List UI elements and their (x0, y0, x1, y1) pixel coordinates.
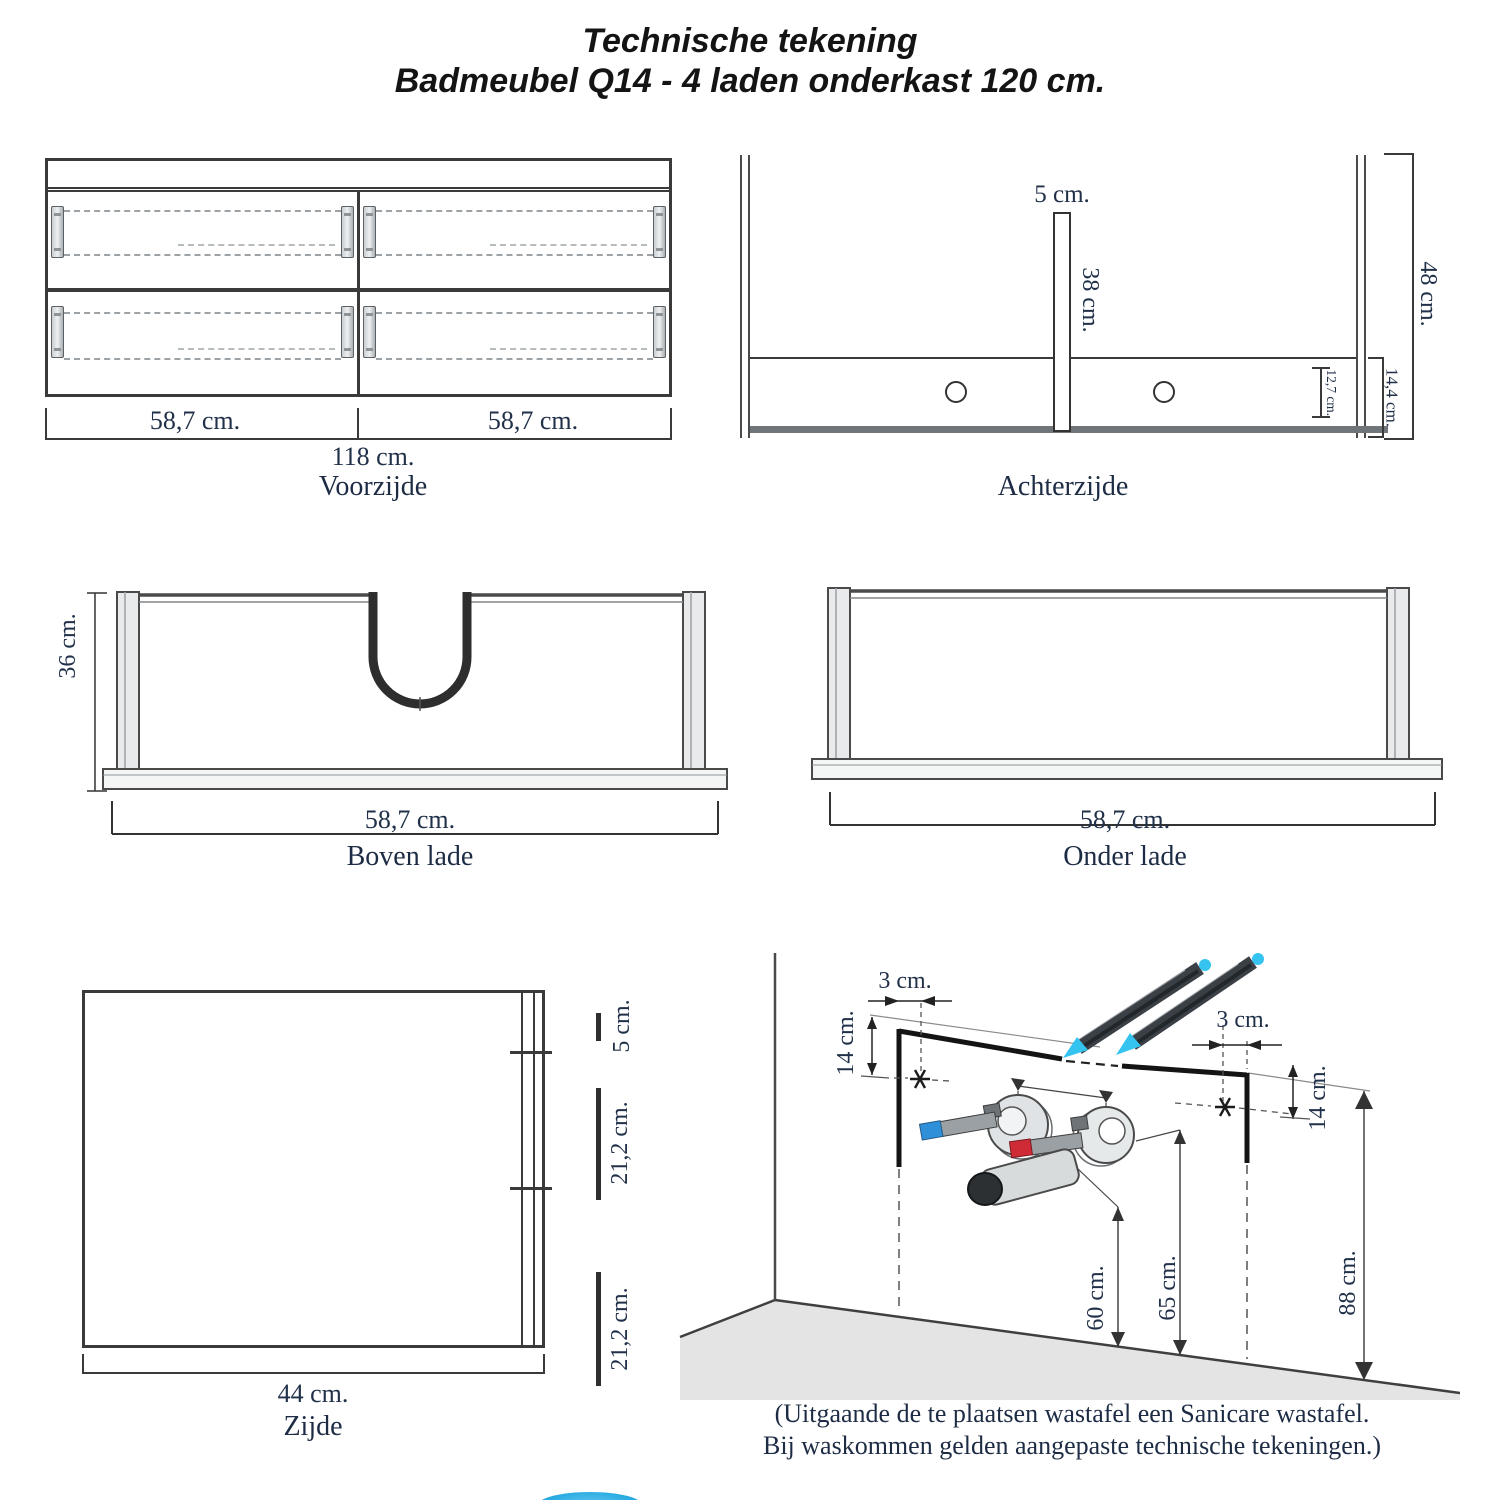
drawer-rail-dash (490, 348, 647, 350)
install-dim-total-height: 88 cm. (1335, 1250, 1361, 1316)
side-view-caption: Zijde (283, 1411, 343, 1442)
dim-tick (861, 1076, 889, 1078)
front-view-caption: Voorzijde (318, 471, 428, 502)
arrowhead (1209, 1040, 1223, 1050)
back-center-bar (1053, 212, 1071, 432)
back-dim-bar-height: 38 cm. (1077, 267, 1103, 333)
drawer-rail-dash (376, 210, 653, 212)
arrowhead (1174, 1130, 1186, 1144)
drawer-rail-dash (64, 358, 341, 360)
drawer-slide-bracket-icon (363, 206, 376, 258)
guide-dash (932, 1080, 950, 1081)
back-dim-rail-height: 14,4 cm. (1382, 367, 1402, 428)
drawer-base-plate (103, 769, 727, 789)
leader-line (1136, 1130, 1180, 1141)
drawer-rail-dash (64, 210, 341, 212)
dim-line (45, 438, 672, 440)
dim-tick (1368, 357, 1384, 359)
pencil-mark-right (1122, 1066, 1247, 1075)
arrowhead (867, 1017, 877, 1029)
drawer-slide-bracket-icon (341, 206, 354, 258)
drawer-rail-dash (376, 358, 653, 360)
guide-dash (1066, 1061, 1118, 1066)
dim-tick (357, 408, 359, 440)
side-tick (510, 1051, 552, 1054)
pen-cap (1199, 959, 1211, 971)
arrowhead (1355, 1091, 1373, 1109)
install-dim-valve-height: 65 cm. (1155, 1255, 1181, 1321)
page-title-line1: Technische tekening (582, 22, 918, 60)
brand-logo-icon (538, 1492, 642, 1500)
drawer-front-bottom-right (360, 292, 669, 394)
back-right-panel (1356, 155, 1366, 438)
arrowhead (1099, 1090, 1113, 1103)
install-dim-offset-right: 3 cm. (1216, 1007, 1270, 1033)
arrowhead (921, 996, 935, 1006)
arrowhead (1011, 1078, 1025, 1091)
arrowhead (1112, 1207, 1124, 1221)
drawer-slide-bracket-icon (653, 306, 666, 358)
drawer-rail-dash (64, 312, 341, 314)
drawer-front-bottom-left (48, 292, 357, 394)
pencil-mark-left (899, 1031, 1062, 1059)
arrowhead (867, 1063, 877, 1075)
arrowhead (1355, 1362, 1373, 1380)
arrowhead (1288, 1065, 1298, 1077)
front-dim-left: 58,7 cm. (149, 406, 241, 435)
install-note-line1: (Uitgaande de te plaatsen wastafel een Sanicare wastafel. (774, 1399, 1370, 1428)
dim-extent (596, 1013, 601, 1041)
bottom-drawer-caption: Onder lade (1063, 841, 1187, 872)
dim-tick (45, 408, 47, 440)
side-tick (510, 1187, 552, 1190)
drill-mark-asterisk-icon (910, 1070, 930, 1088)
drawer-front-top-right (360, 192, 669, 288)
drawer-slide-bracket-icon (653, 206, 666, 258)
drawer-rail-dash (64, 254, 341, 256)
drawer-rail-dash (376, 312, 653, 314)
drawer-post (828, 588, 850, 759)
dim-tick (543, 1354, 545, 1374)
install-dim-drain-height: 60 cm. (1083, 1265, 1109, 1331)
drawer-slide-bracket-icon (341, 306, 354, 358)
dim-line (1320, 368, 1322, 418)
bottom-drawer-drawing (795, 580, 1460, 840)
top-drawer-dim-width: 58,7 cm. (364, 805, 456, 834)
side-panel-outline (82, 990, 545, 1348)
side-inner-line (533, 993, 535, 1345)
drawer-post (683, 592, 705, 769)
front-countertop-strip (48, 161, 669, 192)
back-dim-bar-width: 5 cm. (1034, 181, 1090, 208)
back-left-panel (740, 155, 750, 438)
dim-extent (596, 1088, 601, 1200)
guide-dash (1175, 1103, 1211, 1106)
drawer-rail-dash (178, 244, 335, 246)
back-view-caption: Achterzijde (997, 471, 1129, 502)
dim-tick (1384, 153, 1414, 155)
pen-glint (1076, 970, 1185, 1041)
drawer-rail-dash (376, 254, 653, 256)
drawer-post (1387, 588, 1409, 759)
install-dim-drop-left: 14 cm. (833, 1010, 859, 1076)
pen-cap (1252, 953, 1264, 965)
front-dim-total: 118 cm. (331, 442, 415, 471)
siphon-cutout (373, 592, 467, 704)
top-drawer-dim-height: 36 cm. (55, 613, 81, 679)
dim-line (1412, 153, 1414, 440)
drill-mark-asterisk-icon (1215, 1098, 1235, 1116)
side-dim-top: 5 cm. (609, 999, 635, 1053)
back-dim-hole-offset: 12,7 cm. (1323, 369, 1339, 417)
mounting-hole-icon (945, 381, 967, 403)
arrowhead (1247, 1040, 1261, 1050)
dim-tick (670, 408, 672, 440)
dim-tick (1368, 436, 1384, 438)
drawer-post (117, 592, 139, 769)
drawer-front-top-left (48, 192, 357, 288)
drawer-slide-bracket-icon (51, 206, 64, 258)
dim-extent (596, 1272, 601, 1386)
front-dim-right: 58,7 cm. (487, 406, 579, 435)
drawer-base-plate (812, 759, 1442, 779)
top-drawer-caption: Boven lade (346, 841, 474, 872)
mounting-hole-icon (1153, 381, 1175, 403)
drawer-rail-dash (490, 244, 647, 246)
install-note-line2: Bij waskommen gelden aangepaste technische tekeningen.) (762, 1431, 1381, 1460)
bottom-drawer-dim-width: 58,7 cm. (1079, 805, 1171, 834)
install-dim-drop-right: 14 cm. (1305, 1065, 1331, 1131)
dim-tick (82, 1354, 84, 1374)
drawer-slide-bracket-icon (51, 306, 64, 358)
side-dim-mid: 21,2 cm. (607, 1101, 633, 1185)
side-inner-line (521, 993, 523, 1345)
arrowhead (885, 996, 899, 1006)
leader-line (1078, 1169, 1118, 1207)
back-dim-height: 48 cm. (1415, 261, 1441, 327)
side-dim-width: 44 cm. (277, 1379, 349, 1408)
dim-line (1018, 1086, 1106, 1098)
dim-line (82, 1372, 545, 1374)
install-dim-offset-left: 3 cm. (878, 968, 932, 994)
drawer-slide-bracket-icon (363, 306, 376, 358)
drawer-rail-dash (178, 348, 335, 350)
side-dim-bottom: 21,2 cm. (607, 1287, 633, 1371)
page-title-line2: Badmeubel Q14 - 4 laden onderkast 120 cm. (394, 62, 1106, 100)
